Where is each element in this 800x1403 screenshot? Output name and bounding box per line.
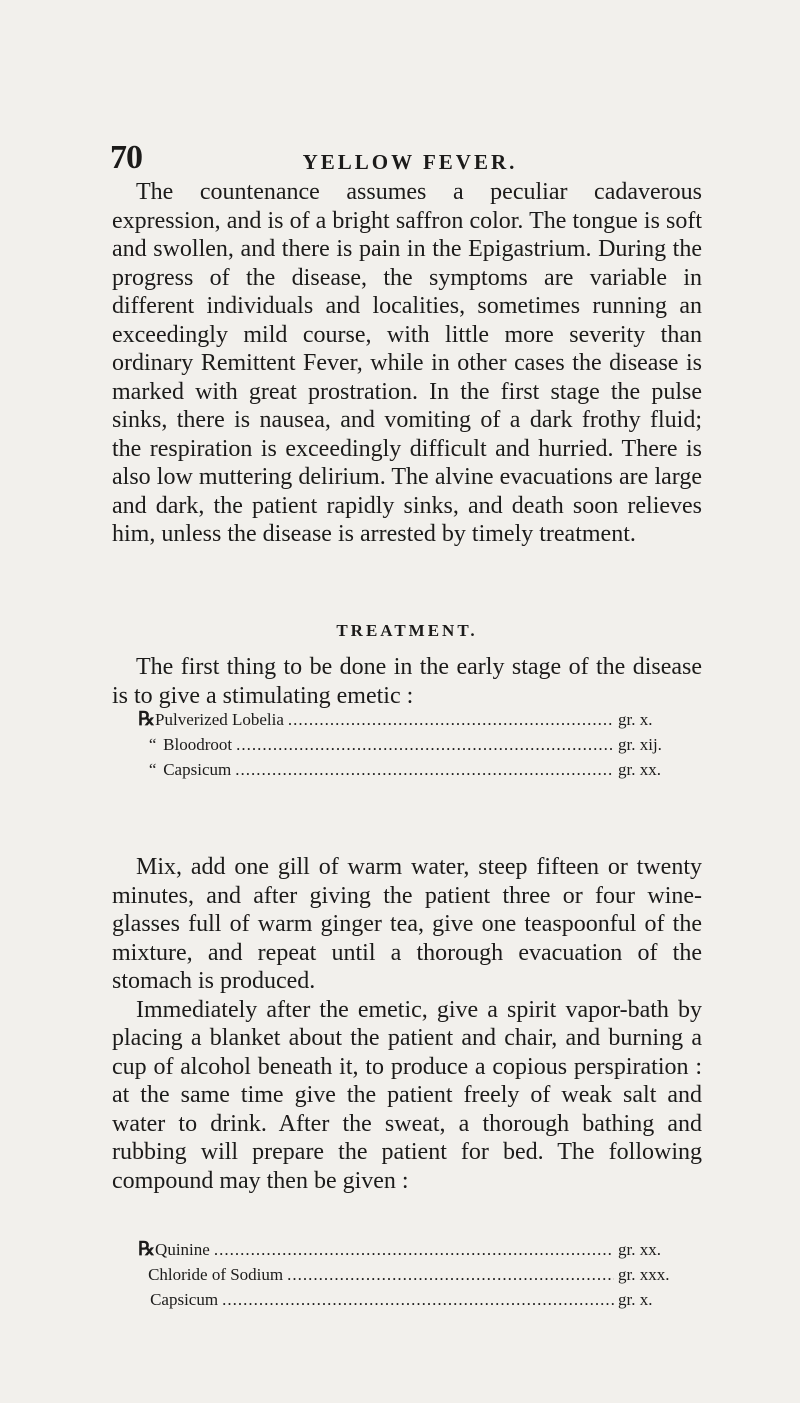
- ingredient-quantity: gr. xij.: [618, 735, 662, 754]
- leader-dots: [214, 1237, 614, 1262]
- leader-dots: [288, 707, 614, 732]
- leader-dots: [235, 757, 614, 782]
- prescription-line: [138, 757, 688, 782]
- running-title: YELLOW FEVER.: [302, 150, 518, 174]
- leader-dots: [236, 732, 614, 757]
- paragraph-vapor-bath: Immediately after the emetic, give a spirit vapor-bath by placing a blanket about the patient and chair, and burning a cup of alcohol beneath it, to produce a copious perspiration : at the same time give the patient freely of weak salt and water to drink. After the sweat, a thorough bathing and rubbing will prepare the patient for bed. The following compound may then be given :: [112, 996, 702, 1194]
- section-heading-treatment: TREATMENT.: [336, 621, 478, 640]
- ingredient-name: Capsicum: [150, 1290, 219, 1309]
- prescription-emetic: [138, 707, 688, 782]
- paragraph-emetic-intro: The first thing to be done in the early stage of the disease is to give a stimulating emetic :: [112, 654, 702, 709]
- ingredient-name: Pulverized Lobelia: [155, 710, 284, 729]
- prescription-line: [138, 707, 688, 732]
- paragraph-text: Mix, add one gill of warm water, steep fifteen or twenty minutes, and after giving the patient three or four wine-glasses full of warm ginger tea, give one teaspoonful of the mixture, and repeat until a thorough evacuation of the stomach is produced.: [112, 854, 702, 994]
- recipe-symbol: ℞: [138, 1239, 156, 1260]
- leader-dots: [287, 1262, 614, 1287]
- prescription-line: [138, 1287, 688, 1312]
- ditto-mark: “: [148, 735, 157, 754]
- ingredient-quantity: gr. xxx.: [618, 1265, 670, 1284]
- ingredient-name: Capsicum: [163, 760, 232, 779]
- ingredient-quantity: gr. xx.: [618, 760, 661, 779]
- ingredient-name: Quinine: [155, 1240, 210, 1259]
- leader-dots: [222, 1287, 614, 1312]
- ingredient-name: Chloride of Sodium: [148, 1265, 284, 1284]
- paragraph-symptoms: The countenance assumes a peculiar cadaverous expression, and is of a bright saffron color. The tongue is soft and swollen, and there is pain in the Epigastrium. During the progress of the disease, the symptoms are variable in different individuals and localities, sometimes running an exceedingly mild course, with little more severity than ordinary Remittent Fever, while in other cases the disease is marked with great prostration. In the first stage the pulse sinks, there is nausea, and vomiting of a dark frothy fluid; the respiration is exceedingly difficult and hurried. There is also low muttering delirium. The alvine evacuations are large and dark, the patient rapidly sinks, and death soon relieves him, unless the disease is arrested by timely treatment.: [112, 179, 702, 547]
- prescription-line: [138, 1237, 688, 1262]
- ingredient-quantity: gr. x.: [618, 1290, 653, 1309]
- ditto-mark: “: [148, 760, 157, 779]
- recipe-symbol: ℞: [138, 709, 156, 730]
- prescription-compound: [138, 1237, 688, 1312]
- ingredient-name: Bloodroot: [163, 735, 233, 754]
- paragraph-emetic-directions: [112, 853, 702, 1195]
- ingredient-quantity: gr. x.: [618, 710, 653, 729]
- prescription-line: [138, 732, 688, 757]
- prescription-line: [138, 1262, 688, 1287]
- ingredient-quantity: gr. xx.: [618, 1240, 661, 1259]
- page-number: 70: [110, 139, 142, 176]
